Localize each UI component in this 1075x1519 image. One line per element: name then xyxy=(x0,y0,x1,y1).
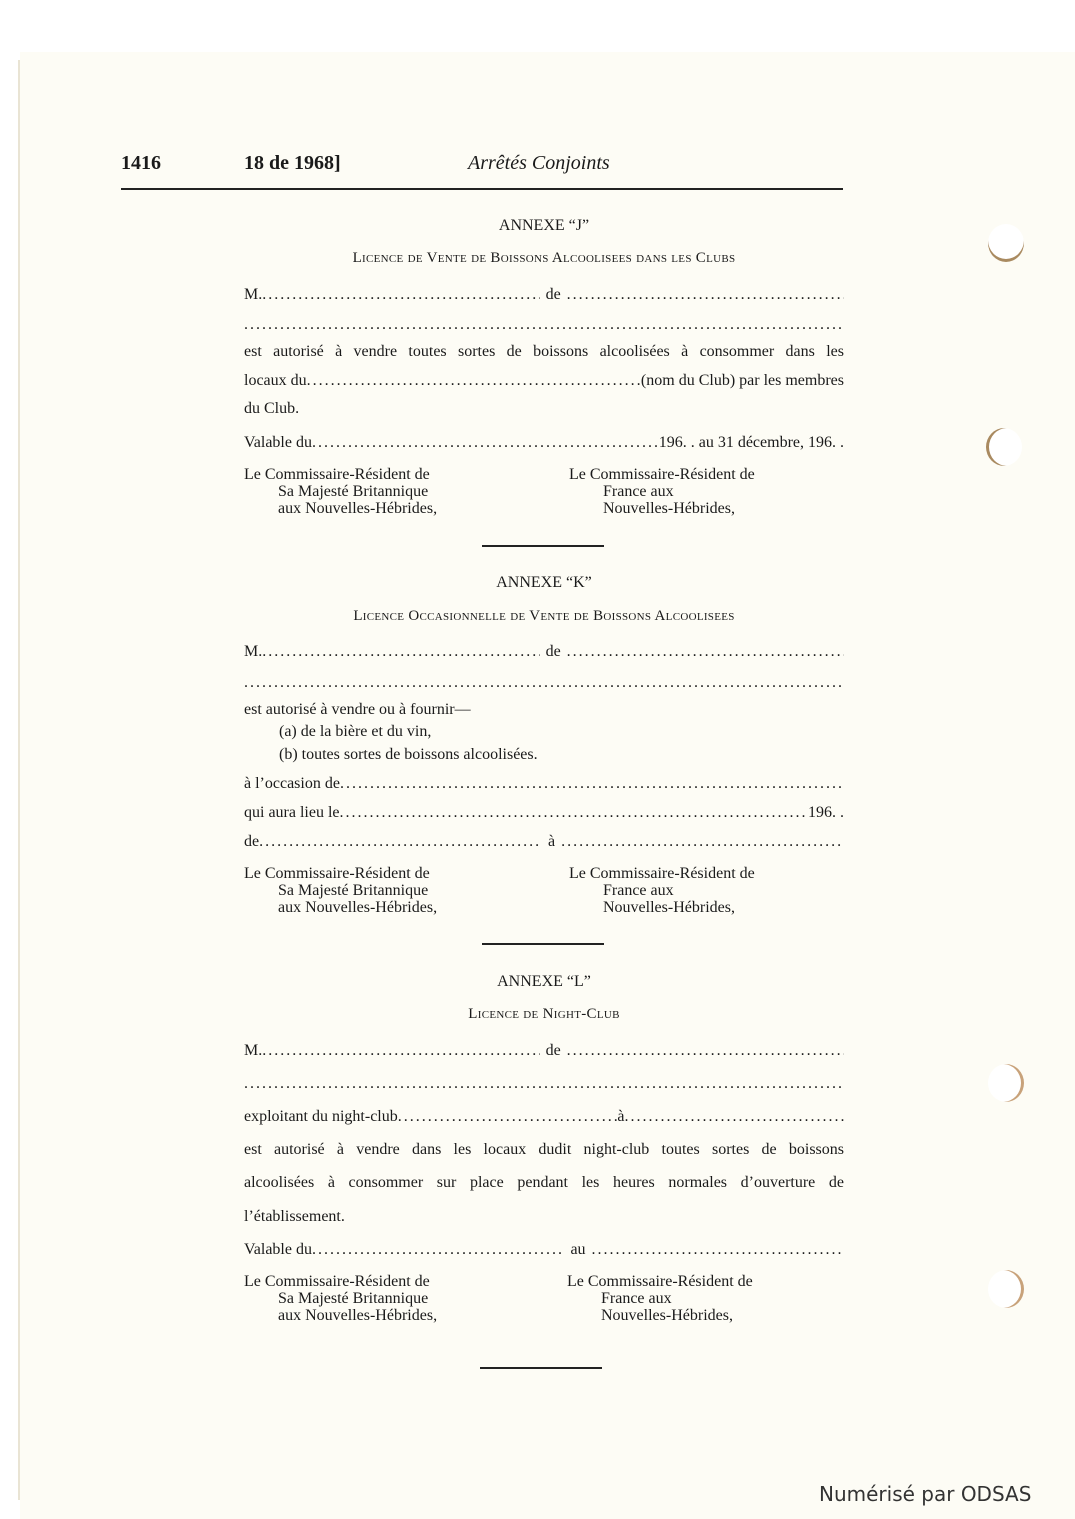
page-number: 1416 xyxy=(121,152,161,174)
fill-dots xyxy=(262,285,539,304)
fill-dots xyxy=(561,832,844,851)
annex-j-subtitle: Licence de Vente de Boissons Alcoolisees dans les Clubs xyxy=(352,250,736,266)
annex-k-hours: de ..... à ..... xyxy=(244,832,844,851)
annex-k-item-b: (b) toutes sortes de boissons alcoolisées. xyxy=(279,746,538,763)
fill-dots xyxy=(567,1041,844,1060)
page-edge xyxy=(18,60,20,1500)
digitization-credit: Numérisé par ODSAS xyxy=(819,1482,1032,1506)
fill-dots xyxy=(244,1074,844,1093)
annex-j-blank-line xyxy=(244,315,844,334)
annex-l-body-1: est autorisé à vendre dans les locaux dudit night-club toutes sortes de boissons xyxy=(244,1141,844,1158)
section-separator xyxy=(482,545,604,547)
annex-l-name-line: M. ..... de ..... xyxy=(244,1041,844,1060)
annex-k-title: ANNEXE “K” xyxy=(496,574,592,591)
annex-k-blank-line xyxy=(244,673,844,692)
annex-k-date: qui aura lieu le ..... 196. . xyxy=(244,803,844,822)
signature-french: Le Commissaire-Résident de France aux Nouvelles-Hébrides, xyxy=(567,1273,753,1324)
fill-dots xyxy=(262,1041,539,1060)
signature-british: Le Commissaire-Résident de Sa Majesté Britannique aux Nouvelles-Hébrides, xyxy=(244,865,438,916)
fill-dots xyxy=(262,642,539,661)
annex-j-name-line xyxy=(244,285,844,304)
annex-k-subtitle: Licence Occasionnelle de Vente de Boissons Alcoolisees xyxy=(353,608,735,624)
annex-l-body-2: alcoolisées à consommer sur place pendant les heures normales d’ouverture de xyxy=(244,1174,844,1191)
header-title: Arrêtés Conjoints xyxy=(468,152,610,174)
fill-dots xyxy=(340,774,844,793)
annex-j-body-1: est autorisé à vendre toutes sortes de boissons alcoolisées à consommer dans les xyxy=(244,343,844,360)
punch-hole xyxy=(988,1270,1024,1308)
annex-l-subtitle: Licence de Night-Club xyxy=(468,1006,620,1022)
signature-british: Le Commissaire-Résident de Sa Majesté Britannique aux Nouvelles-Hébrides, xyxy=(244,466,438,517)
annex-j-body-3: du Club. xyxy=(244,400,300,417)
annex-k-occasion: à l’occasion de ..... xyxy=(244,774,844,793)
fill-dots xyxy=(567,285,844,304)
fill-dots xyxy=(567,642,844,661)
annex-j-validity: Valable du ..... 196. . au 31 décembre, 196. . xyxy=(244,433,844,452)
section-separator xyxy=(480,1367,602,1369)
annex-l-operator: exploitant du night-club ..... à ..... xyxy=(244,1107,844,1126)
annex-j-body-2: locaux du ..... (nom du Club) par les membres xyxy=(244,371,844,390)
fill-dots xyxy=(398,1107,618,1126)
annex-k-body-1: est autorisé à vendre ou à fournir— xyxy=(244,701,471,718)
punch-hole xyxy=(988,1064,1024,1102)
annex-l-blank-line xyxy=(244,1074,844,1093)
fill-dots xyxy=(259,832,542,851)
fill-dots xyxy=(592,1240,844,1259)
annex-l-validity: Valable du ..... au ..... xyxy=(244,1240,844,1259)
signature-french: Le Commissaire-Résident de France aux Nouvelles-Hébrides, xyxy=(569,865,755,916)
annex-j-title: ANNEXE “J” xyxy=(498,217,590,234)
fill-dots xyxy=(244,673,844,692)
fill-dots xyxy=(312,433,659,452)
section-separator xyxy=(482,943,604,945)
header-rule xyxy=(121,188,843,190)
annex-k-item-a: (a) de la bière et du vin, xyxy=(279,723,432,740)
punch-hole xyxy=(988,224,1024,262)
fill-dots xyxy=(340,803,808,822)
annex-k-name-line: M. ..... de ..... xyxy=(244,642,844,661)
field-label: de xyxy=(545,286,561,303)
annex-l-body-3: l’établissement. xyxy=(244,1208,345,1225)
annex-l-title: ANNEXE “L” xyxy=(497,973,591,990)
field-label: M. xyxy=(244,286,263,303)
header-reference: 18 de 1968] xyxy=(244,152,341,174)
fill-dots xyxy=(624,1107,844,1126)
signature-british: Le Commissaire-Résident de Sa Majesté Britannique aux Nouvelles-Hébrides, xyxy=(244,1273,438,1324)
fill-dots xyxy=(312,1240,564,1259)
fill-dots xyxy=(307,371,641,390)
signature-french: Le Commissaire-Résident de France aux Nouvelles-Hébrides, xyxy=(569,466,755,517)
punch-hole xyxy=(986,428,1022,466)
fill-dots xyxy=(244,315,844,334)
